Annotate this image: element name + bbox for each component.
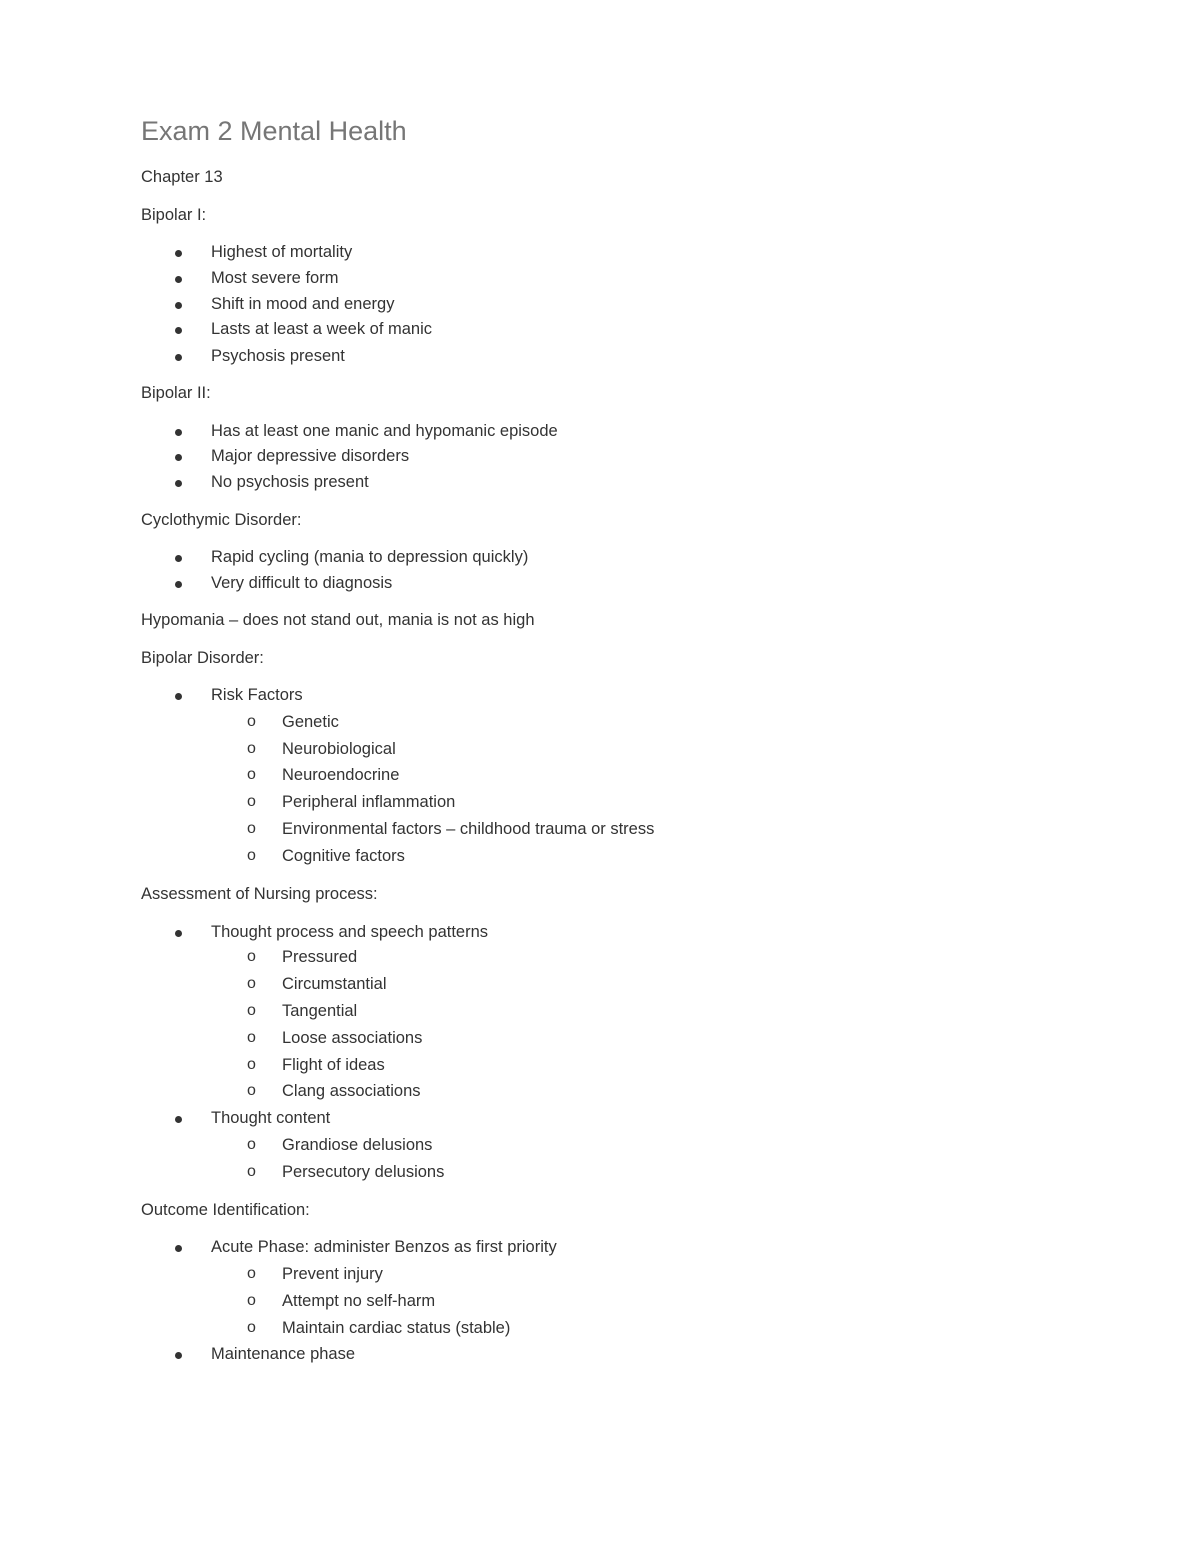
circle-bullet-icon: o <box>247 740 256 757</box>
bullet-icon <box>175 581 182 588</box>
circle-bullet-icon: o <box>247 1082 256 1099</box>
cyclothymic-heading: Cyclothymic Disorder: <box>141 511 302 529</box>
bullet-icon <box>175 327 182 334</box>
circle-bullet-icon: o <box>247 1163 256 1180</box>
bullet-icon <box>175 302 182 309</box>
circle-bullet-icon: o <box>247 820 256 837</box>
bullet-icon <box>175 693 182 700</box>
circle-bullet-icon: o <box>247 1265 256 1282</box>
assessment-heading: Assessment of Nursing process: <box>141 885 378 903</box>
circle-bullet-icon: o <box>247 948 256 965</box>
circle-bullet-icon: o <box>247 1056 256 1073</box>
bipolar-disorder-heading: Bipolar Disorder: <box>141 649 264 667</box>
bullet-icon <box>175 250 182 257</box>
hypomania-note: Hypomania – does not stand out, mania is not as high <box>141 611 535 629</box>
circle-bullet-icon: o <box>247 1029 256 1046</box>
bullet-icon <box>175 276 182 283</box>
bullet-icon <box>175 354 182 361</box>
circle-bullet-icon: o <box>247 1319 256 1336</box>
outcome-heading: Outcome Identification: <box>141 1201 310 1219</box>
circle-bullet-icon: o <box>247 1292 256 1309</box>
circle-bullet-icon: o <box>247 1136 256 1153</box>
bullet-icon <box>175 480 182 487</box>
circle-bullet-icon: o <box>247 793 256 810</box>
bullet-icon <box>175 454 182 461</box>
circle-bullet-icon: o <box>247 713 256 730</box>
chapter-heading: Chapter 13 <box>141 168 223 186</box>
bullet-icon <box>175 429 182 436</box>
circle-bullet-icon: o <box>247 766 256 783</box>
bullet-icon <box>175 1116 182 1123</box>
bullet-icon <box>175 930 182 937</box>
bipolar-1-heading: Bipolar I: <box>141 206 207 224</box>
bipolar-2-heading: Bipolar II: <box>141 384 211 402</box>
bullet-icon <box>175 1352 182 1359</box>
circle-bullet-icon: o <box>247 1002 256 1019</box>
bullet-icon <box>175 555 182 562</box>
circle-bullet-icon: o <box>247 975 256 992</box>
bullet-icon <box>175 1245 182 1252</box>
document-title: Exam 2 Mental Health <box>141 116 407 146</box>
circle-bullet-icon: o <box>247 847 256 864</box>
